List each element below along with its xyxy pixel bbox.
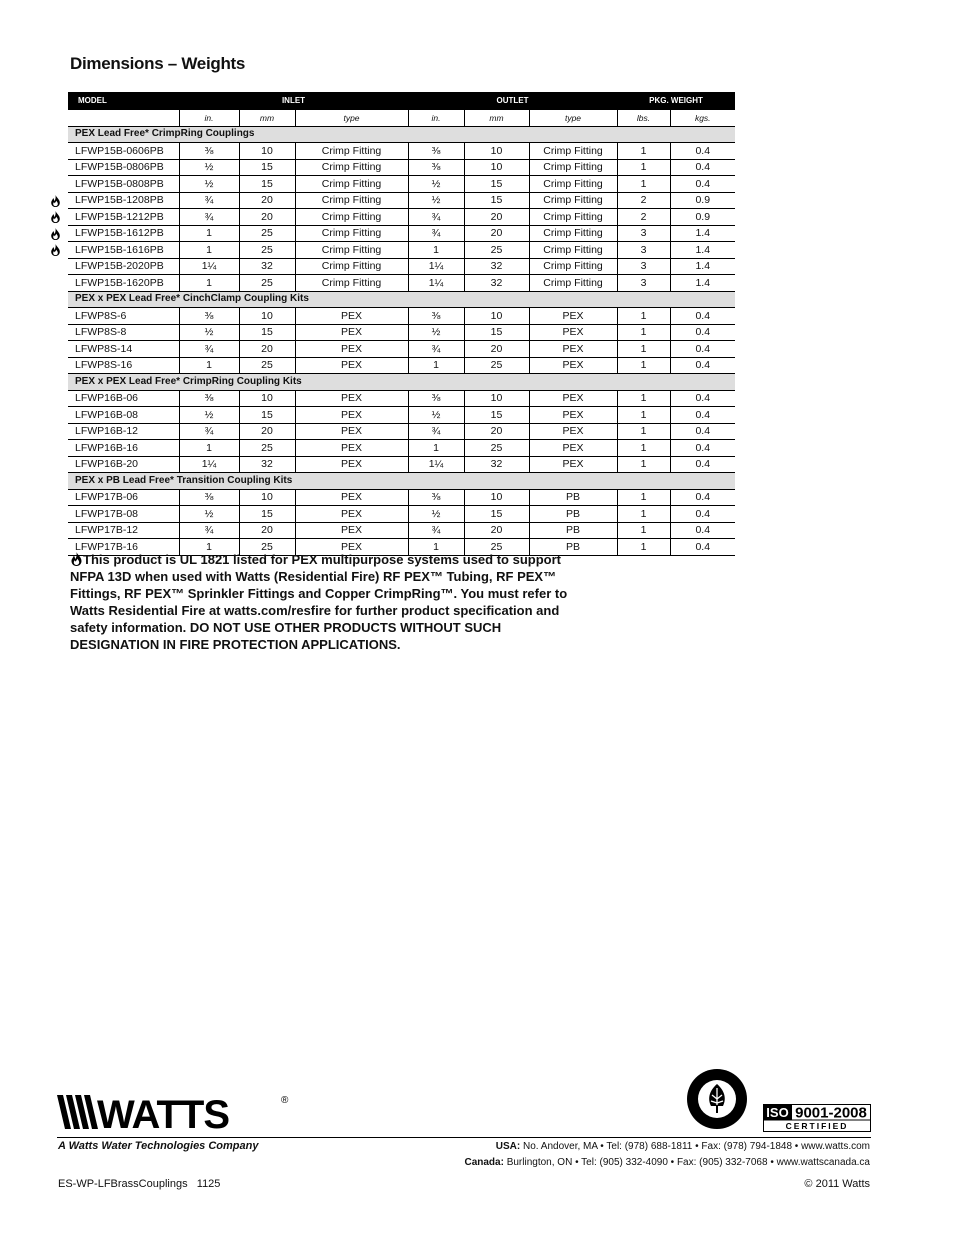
- table-cell: 1: [408, 539, 464, 556]
- table-row: [68, 407, 735, 424]
- table-cell: 25: [239, 539, 295, 556]
- group-title: PEX x PB Lead Free* Transition Coupling Kits: [68, 473, 735, 490]
- table-cell: PEX: [529, 324, 617, 341]
- table-cell: PEX: [295, 522, 408, 539]
- table-cell: 32: [239, 456, 295, 473]
- table-cell: Crimp Fitting: [529, 176, 617, 193]
- unit-cell: mm: [239, 110, 295, 126]
- model-cell: [68, 258, 179, 275]
- dimensions-table: [68, 92, 735, 556]
- usa-label: USA:: [495, 1141, 521, 1152]
- table-row: [68, 423, 735, 440]
- table-cell: 1: [617, 407, 670, 424]
- unit-cell: in.: [408, 110, 464, 126]
- model-cell: [68, 440, 179, 457]
- table-cell: ¾: [179, 209, 239, 226]
- table-cell: 15: [464, 506, 529, 523]
- table-cell: 25: [239, 242, 295, 259]
- model-number: LFWP15B-1212PB: [75, 210, 164, 223]
- table-row: [68, 308, 735, 325]
- table-cell: ½: [408, 176, 464, 193]
- table-cell: 2: [617, 209, 670, 226]
- table-cell: ⅜: [408, 308, 464, 325]
- table-cell: 0.4: [670, 143, 735, 160]
- table-cell: PEX: [295, 390, 408, 407]
- table-cell: Crimp Fitting: [295, 143, 408, 160]
- model-cell: [68, 506, 179, 523]
- model-cell: [68, 143, 179, 160]
- table-cell: 3: [617, 242, 670, 259]
- table-cell: 0.4: [670, 357, 735, 374]
- table-cell: 10: [239, 308, 295, 325]
- model-cell: [68, 489, 179, 506]
- table-cell: 0.4: [670, 456, 735, 473]
- table-row: [68, 143, 735, 160]
- table-cell: 1: [617, 506, 670, 523]
- table-cell: ¾: [179, 192, 239, 209]
- table-cell: ½: [179, 324, 239, 341]
- table-row: [68, 506, 735, 523]
- table-row: [68, 357, 735, 374]
- table-cell: 3: [617, 275, 670, 292]
- model-number: LFWP16B-08: [75, 408, 139, 421]
- model-cell: [68, 522, 179, 539]
- table-cell: 20: [464, 209, 529, 226]
- table-cell: 20: [464, 423, 529, 440]
- table-cell: ½: [408, 324, 464, 341]
- table-cell: 10: [239, 143, 295, 160]
- table-cell: 10: [464, 390, 529, 407]
- table-cell: PEX: [529, 390, 617, 407]
- table-cell: 3: [617, 258, 670, 275]
- model-number: LFWP8S-14: [75, 342, 133, 355]
- company-tagline: A Watts Water Technologies Company: [58, 1140, 259, 1152]
- model-number: LFWP17B-06: [75, 491, 139, 504]
- model-number: LFWP16B-06: [75, 392, 139, 405]
- table-cell: 3: [617, 225, 670, 242]
- footer-rule: [57, 1137, 871, 1138]
- table-cell: PEX: [529, 357, 617, 374]
- logo-text: WATTS: [97, 1093, 230, 1133]
- table-cell: ¾: [408, 225, 464, 242]
- table-row: [68, 209, 735, 226]
- model-number: LFWP15B-1208PB: [75, 194, 164, 207]
- canada-contact-text: Burlington, ON • Tel: (905) 332-4090 • Fax: (905) 332-7068 • www.wattscanada.ca: [506, 1157, 870, 1168]
- header-outlet: OUTLET: [408, 92, 617, 110]
- table-cell: 1¼: [408, 275, 464, 292]
- table-cell: 1¼: [179, 456, 239, 473]
- table-cell: 20: [239, 522, 295, 539]
- header-model: MODEL: [68, 92, 179, 110]
- table-cell: ¾: [408, 209, 464, 226]
- table-cell: PB: [529, 489, 617, 506]
- table-cell: 15: [239, 506, 295, 523]
- group-row: [68, 374, 735, 391]
- table-cell: PEX: [295, 440, 408, 457]
- table-cell: 0.4: [670, 407, 735, 424]
- table-cell: 1: [179, 357, 239, 374]
- model-cell: [68, 456, 179, 473]
- model-number: LFWP15B-1616PB: [75, 243, 164, 256]
- table-cell: 15: [239, 159, 295, 176]
- page-title: Dimensions – Weights: [70, 54, 246, 73]
- model-cell: [68, 407, 179, 424]
- table-cell: 1¼: [179, 258, 239, 275]
- table-row: [68, 159, 735, 176]
- table-row: [68, 258, 735, 275]
- table-cell: 10: [239, 390, 295, 407]
- table-cell: 1.4: [670, 242, 735, 259]
- canada-label: Canada:: [464, 1157, 504, 1168]
- model-number: LFWP8S-16: [75, 359, 133, 372]
- model-cell: [68, 390, 179, 407]
- table-cell: 0.4: [670, 506, 735, 523]
- unit-cell: lbs.: [617, 110, 670, 126]
- svg-text:ISO: ISO: [766, 1105, 789, 1120]
- model-cell: [68, 324, 179, 341]
- table-cell: Crimp Fitting: [529, 258, 617, 275]
- table-cell: 25: [464, 440, 529, 457]
- table-cell: 20: [464, 522, 529, 539]
- table-cell: PEX: [295, 341, 408, 358]
- iso-certified-badge: [763, 1104, 871, 1132]
- model-cell: [68, 159, 179, 176]
- table-cell: 1: [617, 324, 670, 341]
- table-row: [68, 324, 735, 341]
- table-cell: ½: [179, 176, 239, 193]
- table-cell: 1: [179, 440, 239, 457]
- table-cell: 1: [617, 456, 670, 473]
- table-cell: 15: [239, 407, 295, 424]
- table-cell: 0.4: [670, 159, 735, 176]
- table-row: [68, 440, 735, 457]
- unit-cell: type: [295, 110, 408, 126]
- flame-icon: [50, 195, 61, 207]
- copyright: © 2011 Watts: [804, 1178, 870, 1190]
- table-cell: PEX: [295, 539, 408, 556]
- table-cell: 1¼: [408, 456, 464, 473]
- model-number: LFWP15B-1612PB: [75, 227, 164, 240]
- table-cell: 25: [239, 275, 295, 292]
- table-cell: PEX: [529, 407, 617, 424]
- table-cell: 1: [617, 489, 670, 506]
- flame-icon: [50, 211, 61, 223]
- svg-text:®: ®: [281, 1095, 289, 1106]
- table-cell: ⅜: [408, 390, 464, 407]
- table-cell: 1: [617, 159, 670, 176]
- table-cell: 20: [464, 341, 529, 358]
- model-cell: [68, 176, 179, 193]
- table-cell: 1: [179, 539, 239, 556]
- model-number: LFWP8S-6: [75, 309, 127, 322]
- document-code: ES-WP-LFBrassCouplings 1125: [58, 1178, 221, 1190]
- table-cell: 0.4: [670, 341, 735, 358]
- model-number: LFWP16B-12: [75, 425, 139, 438]
- model-number: LFWP17B-08: [75, 507, 139, 520]
- table-cell: 32: [239, 258, 295, 275]
- table-cell: 25: [239, 225, 295, 242]
- table-cell: PEX: [295, 456, 408, 473]
- table-cell: 10: [239, 489, 295, 506]
- table-cell: PEX: [295, 308, 408, 325]
- table-cell: 32: [464, 275, 529, 292]
- table-cell: PB: [529, 522, 617, 539]
- table-cell: ⅜: [179, 308, 239, 325]
- table-cell: 0.4: [670, 440, 735, 457]
- watts-logo: [57, 1091, 293, 1133]
- table-cell: 1: [617, 539, 670, 556]
- table-row: [68, 176, 735, 193]
- model-number: LFWP8S-8: [75, 326, 127, 339]
- unit-cell: mm: [464, 110, 529, 126]
- table-cell: Crimp Fitting: [529, 225, 617, 242]
- model-number: LFWP17B-16: [75, 540, 139, 553]
- table-row: [68, 341, 735, 358]
- table-cell: 10: [464, 308, 529, 325]
- table-cell: 15: [464, 324, 529, 341]
- table-cell: ⅜: [179, 143, 239, 160]
- group-title: PEX Lead Free* CrimpRing Couplings: [68, 126, 735, 143]
- table-cell: ½: [179, 159, 239, 176]
- table-cell: ¾: [408, 423, 464, 440]
- table-row: [68, 456, 735, 473]
- table-cell: 1: [617, 522, 670, 539]
- table-row: [68, 522, 735, 539]
- table-cell: 1: [617, 440, 670, 457]
- table-cell: Crimp Fitting: [295, 176, 408, 193]
- table-cell: 0.4: [670, 324, 735, 341]
- group-row: [68, 291, 735, 308]
- table-cell: 1: [617, 390, 670, 407]
- table-cell: PEX: [295, 357, 408, 374]
- table-cell: 1: [617, 423, 670, 440]
- flame-icon: [50, 244, 61, 256]
- svg-text:9001-2008: 9001-2008: [795, 1104, 867, 1122]
- unit-cell: type: [529, 110, 617, 126]
- table-cell: 1: [179, 275, 239, 292]
- table-cell: Crimp Fitting: [529, 143, 617, 160]
- table-row: [68, 192, 735, 209]
- table-cell: 25: [239, 357, 295, 374]
- model-number: LFWP16B-16: [75, 441, 139, 454]
- model-number: LFWP15B-0606PB: [75, 144, 164, 157]
- group-title: PEX x PEX Lead Free* CinchClamp Coupling Kits: [68, 291, 735, 308]
- model-number: LFWP15B-0808PB: [75, 177, 164, 190]
- table-cell: 2: [617, 192, 670, 209]
- table-cell: 0.4: [670, 489, 735, 506]
- table-cell: ½: [408, 407, 464, 424]
- flame-icon: [50, 228, 61, 240]
- table-cell: 15: [464, 407, 529, 424]
- table-cell: 1: [179, 225, 239, 242]
- table-row: [68, 390, 735, 407]
- table-cell: 25: [239, 440, 295, 457]
- table-cell: Crimp Fitting: [529, 209, 617, 226]
- table-cell: Crimp Fitting: [529, 275, 617, 292]
- table-cell: 32: [464, 456, 529, 473]
- table-cell: 20: [239, 341, 295, 358]
- table-cell: ½: [179, 407, 239, 424]
- table-cell: ¾: [179, 522, 239, 539]
- table-cell: PEX: [529, 308, 617, 325]
- unit-cell: kgs.: [670, 110, 735, 126]
- table-cell: ½: [408, 192, 464, 209]
- model-cell: [68, 423, 179, 440]
- usa-contact: [496, 1141, 870, 1152]
- table-cell: PEX: [529, 456, 617, 473]
- header-inlet: INLET: [179, 92, 408, 110]
- table-cell: 20: [239, 192, 295, 209]
- table-cell: 1: [408, 242, 464, 259]
- table-cell: 1: [408, 440, 464, 457]
- table-cell: 10: [464, 143, 529, 160]
- model-number: LFWP17B-12: [75, 524, 139, 537]
- table-cell: ½: [408, 506, 464, 523]
- table-cell: 10: [464, 489, 529, 506]
- table-cell: 1: [617, 176, 670, 193]
- group-row: [68, 126, 735, 143]
- table-cell: 1.4: [670, 225, 735, 242]
- table-cell: PB: [529, 539, 617, 556]
- table-cell: Crimp Fitting: [529, 242, 617, 259]
- table-cell: 25: [464, 539, 529, 556]
- table-cell: 10: [464, 159, 529, 176]
- table-cell: Crimp Fitting: [295, 258, 408, 275]
- table-cell: 1: [617, 357, 670, 374]
- table-cell: 1: [179, 242, 239, 259]
- table-cell: 15: [464, 192, 529, 209]
- unit-cell: in.: [179, 110, 239, 126]
- svg-text:CERTIFIED: CERTIFIED: [785, 1121, 849, 1131]
- canada-contact: [464, 1157, 870, 1168]
- table-cell: PEX: [295, 407, 408, 424]
- table-row: [68, 489, 735, 506]
- model-cell: [68, 308, 179, 325]
- table-cell: PEX: [295, 506, 408, 523]
- table-cell: PEX: [295, 489, 408, 506]
- units-row: [68, 110, 735, 126]
- model-cell: [68, 242, 179, 259]
- usa-contact-text: No. Andover, MA • Tel: (978) 688-1811 • Fax: (978) 794-1848 • www.watts.com: [523, 1141, 870, 1152]
- table-cell: 1.4: [670, 275, 735, 292]
- table-cell: 0.4: [670, 522, 735, 539]
- group-row: [68, 473, 735, 490]
- table-cell: PEX: [295, 324, 408, 341]
- table-cell: Crimp Fitting: [295, 209, 408, 226]
- table-cell: ⅜: [408, 143, 464, 160]
- table-cell: PEX: [529, 341, 617, 358]
- table-cell: ½: [179, 506, 239, 523]
- table-cell: ¾: [179, 341, 239, 358]
- table-cell: 0.4: [670, 390, 735, 407]
- table-cell: 0.9: [670, 192, 735, 209]
- table-cell: 15: [239, 176, 295, 193]
- table-row: [68, 275, 735, 292]
- table-cell: 1: [408, 357, 464, 374]
- table-cell: 15: [239, 324, 295, 341]
- table-cell: 20: [464, 225, 529, 242]
- table-row: [68, 225, 735, 242]
- table-cell: Crimp Fitting: [295, 192, 408, 209]
- table-cell: Crimp Fitting: [295, 275, 408, 292]
- table-cell: ¾: [408, 341, 464, 358]
- model-number: LFWP16B-20: [75, 458, 139, 471]
- table-cell: 20: [239, 209, 295, 226]
- table-cell: ¾: [408, 522, 464, 539]
- table-cell: 1: [617, 341, 670, 358]
- header-weight: PKG. WEIGHT: [617, 92, 735, 110]
- table-cell: ⅜: [408, 489, 464, 506]
- table-row: [68, 242, 735, 259]
- table-cell: 1.4: [670, 258, 735, 275]
- model-number: LFWP15B-1620PB: [75, 276, 164, 289]
- table-cell: Crimp Fitting: [529, 159, 617, 176]
- table-cell: 20: [239, 423, 295, 440]
- table-cell: ¾: [179, 423, 239, 440]
- flame-icon: [70, 552, 83, 566]
- table-cell: 25: [464, 357, 529, 374]
- table-cell: PEX: [295, 423, 408, 440]
- table-cell: PB: [529, 506, 617, 523]
- model-number: LFWP15B-0806PB: [75, 161, 164, 174]
- table-cell: PEX: [529, 423, 617, 440]
- model-cell: [68, 357, 179, 374]
- table-cell: Crimp Fitting: [295, 225, 408, 242]
- table-cell: 0.4: [670, 539, 735, 556]
- model-cell: [68, 341, 179, 358]
- table-cell: 0.4: [670, 176, 735, 193]
- model-cell: [68, 275, 179, 292]
- fire-protection-note: [70, 551, 590, 653]
- table-cell: 15: [464, 176, 529, 193]
- model-cell: [68, 192, 179, 209]
- model-number: LFWP15B-2020PB: [75, 260, 164, 273]
- usgbc-member-seal: [686, 1068, 748, 1130]
- table-cell: 0.4: [670, 423, 735, 440]
- table-cell: 0.4: [670, 308, 735, 325]
- table-cell: 0.9: [670, 209, 735, 226]
- table-cell: ⅜: [179, 489, 239, 506]
- note-text: This product is UL 1821 listed for PEX multipurpose systems used to support NFPA 13D when used with Watts (Residential Fire) RF PEX™ Tubing, RF PEX™ Fittings, RF PEX™ Sprinkler Fittings and Copper CrimpRing™. You must refer to Watts Residential Fire at watts.com/resfire for further product specification and safety information. DO NOT USE OTHER PRODUCTS WITHOUT SUCH DESIGNATION IN FIRE PROTECTION APPLICATIONS.: [70, 552, 568, 652]
- table-cell: 1: [617, 308, 670, 325]
- table-cell: Crimp Fitting: [529, 192, 617, 209]
- table-cell: 1¼: [408, 258, 464, 275]
- table-cell: Crimp Fitting: [295, 159, 408, 176]
- table-cell: 32: [464, 258, 529, 275]
- table-cell: 1: [617, 143, 670, 160]
- table-cell: ⅜: [179, 390, 239, 407]
- model-cell: [68, 225, 179, 242]
- table-cell: Crimp Fitting: [295, 242, 408, 259]
- model-cell: [68, 209, 179, 226]
- table-cell: ⅜: [408, 159, 464, 176]
- table-cell: 25: [464, 242, 529, 259]
- group-title: PEX x PEX Lead Free* CrimpRing Coupling Kits: [68, 374, 735, 391]
- table-cell: PEX: [529, 440, 617, 457]
